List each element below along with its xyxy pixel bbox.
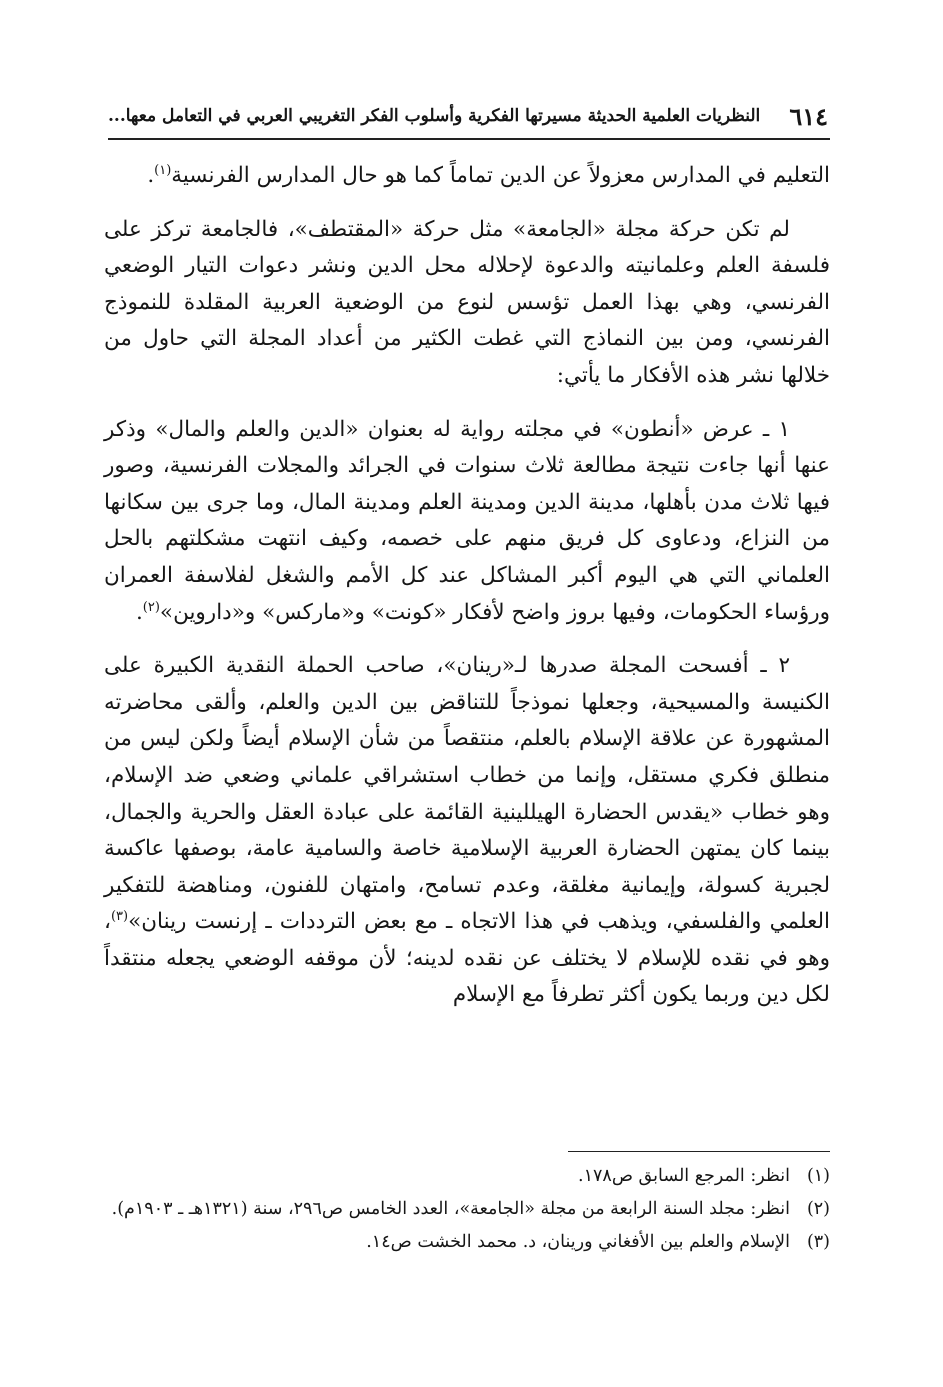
paragraph-text: لم تكن حركة مجلة «الجامعة» مثل حركة «المقتطف»، فالجامعة تركز على فلسفة العلم وعلمانيته والدعوة لإحلاله محل الدين ونشر دعوات التيار الوضعي الفرنسي، وهي بهذا العمل تؤسس لنوع من الوضعية العربية المقلدة للنموذج الفرنسي، ومن بين النماذج التي غطت الكثير من أعداد المجلة التي حاول من خلالها نشر هذه الأفكار ما يأتي: xyxy=(104,216,830,388)
paragraph-text: ٢ ـ أفسحت المجلة صدرها لـ«رينان»، صاحب الحملة النقدية الكبيرة على الكنيسة والمسيحية، وجعلها نموذجاً للتناقض بين الدين والعلم، وألقى محاضرته المشهورة عن علاقة الإسلام بالعلم، منتقصاً من شأن الإسلام أيضاً ولكن ليس من منطلق فكري مستقل، وإنما من خطاب استشراقي علماني وضعي ضد الإسلام، وهو خطاب «يقدس الحضارة الهيللينية القائمة على عبادة العقل والحرية والجمال، بينما كان يمتهن الحضارة العربية الإسلامية خاصة والسامية عامة، بوصفها عاكسة لجبرية كسولة، وإيمانية مغلقة، وعدم تسامح، وامتهان للفنون، ومناهضة للتفكير العلمي والفلسفي، ويذهب في هذا الاتجاه ـ مع بعض الترددات ـ إرنست رينان» xyxy=(104,653,830,935)
footnote xyxy=(104,1193,830,1226)
paragraph-text: ١ ـ عرض «أنطون» في مجلته رواية له بعنوان «الدين والعلم والمال» وذكر عنها أنها جاءت نتيجة مطالعة ثلاث سنوات في الجرائد والمجلات الفرنسية، وصور فيها ثلاث مدن بأهلها، مدينة الدين ومدينة العلم ومدينة المال، وما جرى بين سكانها من النزاع، ودعاوى كل فريق منهم على خصمه، وكيف انتهت مشكلتهم بالحل العلماني التي هي اليوم أكبر المشاكل عند كل الأمم والشغل لفلاسفة العمران ورؤساء الحكومات، وفيها بروز واضح لأفكار «كونت» و«ماركس» و«داروين» xyxy=(104,416,830,625)
footnote-number: (٢) xyxy=(806,1199,830,1219)
paragraph-continuation xyxy=(104,158,830,195)
footnote-text: انظر: المرجع السابق ص١٧٨. xyxy=(578,1166,790,1186)
paragraph-point-1 xyxy=(104,412,830,632)
footnote-ref: (١) xyxy=(154,162,172,178)
footnote-ref: (٣) xyxy=(110,909,129,925)
paragraph-point-2 xyxy=(104,648,830,1014)
footnote-number: (٣) xyxy=(806,1232,830,1252)
footnote-text: انظر: مجلد السنة الرابعة من مجلة «الجامعة»، العدد الخامس ص٢٩٦، سنة (١٣٢١هـ ـ ١٩٠٣م). xyxy=(111,1199,790,1219)
paragraph-text-end: . xyxy=(147,163,155,188)
footnote-number: (١) xyxy=(806,1166,830,1186)
page-number: ٦١٤ xyxy=(789,101,828,131)
footnote-rule xyxy=(568,1151,830,1152)
footnotes xyxy=(104,1160,830,1259)
footnote-text: الإسلام والعلم بين الأفغاني ورينان، د. محمد الخشت ص١٤. xyxy=(366,1232,790,1252)
footnote xyxy=(104,1160,830,1193)
footnote xyxy=(104,1226,830,1259)
paragraph-text-end: . xyxy=(135,599,143,625)
header-rule xyxy=(108,138,830,140)
paragraph-intro xyxy=(104,212,830,395)
page-header xyxy=(108,96,828,136)
footnote-ref: (٢) xyxy=(142,599,160,615)
main-text xyxy=(104,158,830,1014)
paragraph-text: التعليم في المدارس معزولاً عن الدين تماماً كما هو حال المدارس الفرنسية xyxy=(171,163,830,188)
paragraph-text-end: ، وهو في نقده للإسلام لا يختلف عن نقده لدينه؛ لأن موقفه الوضعي يجعله منتقداً لكل دين وربما يكون أكثر تطرفاً مع الإسلام xyxy=(104,909,830,1008)
running-title: النظريات العلمية الحديثة مسيرتها الفكرية وأسلوب الفكر التغريبي العربي في التعامل معها... xyxy=(108,106,761,126)
